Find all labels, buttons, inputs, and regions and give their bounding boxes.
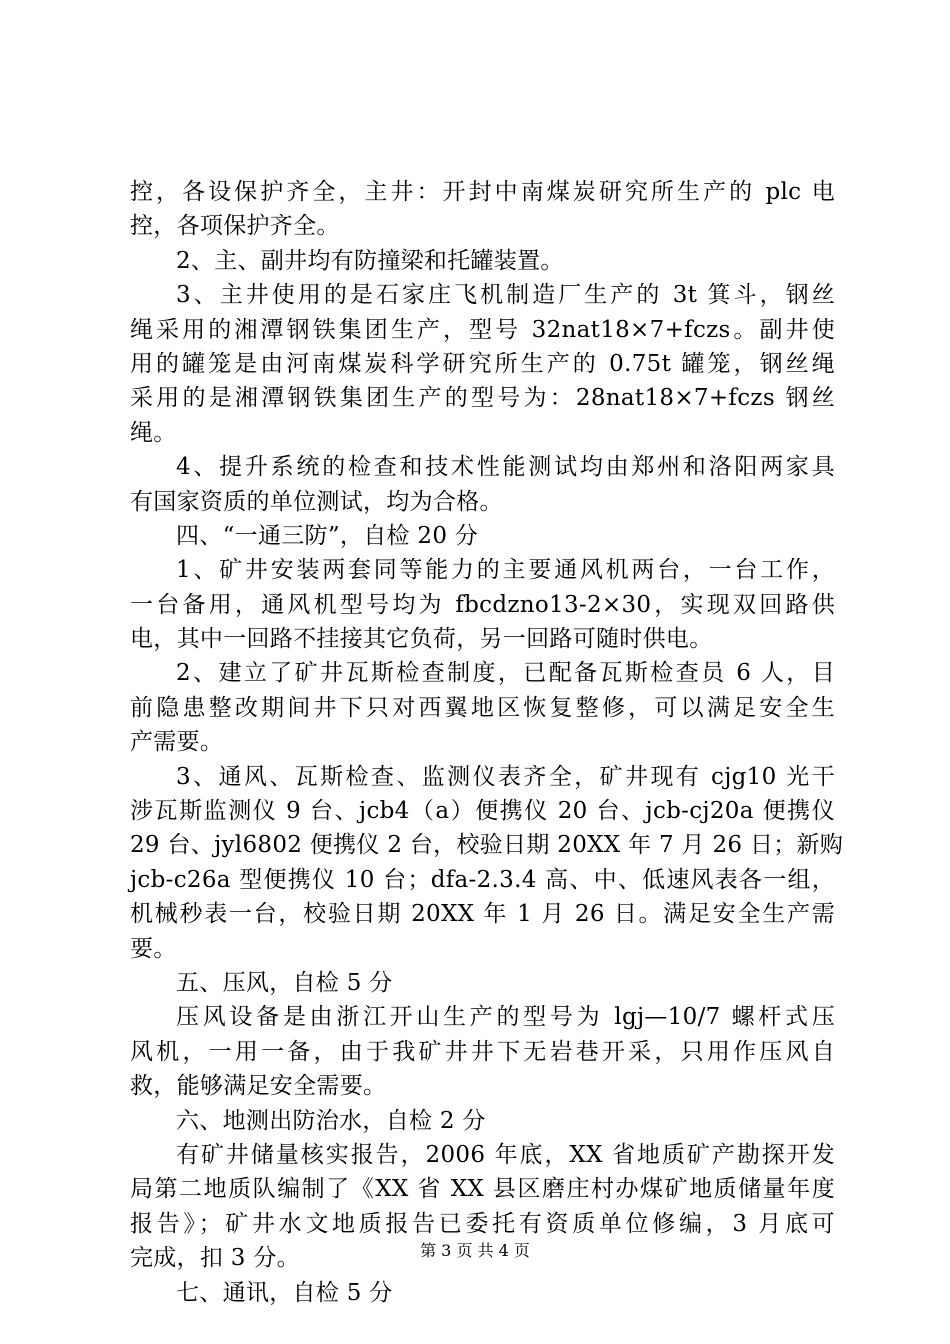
text-line: 控，各项保护齐全。	[130, 213, 340, 240]
text-line: 绳。	[130, 419, 177, 446]
text-line: 有矿井储量核实报告，2006 年底，XX 省地质矿产勘探开发	[176, 1141, 835, 1168]
text-line: 完成，扣 3 分。	[130, 1245, 300, 1272]
text-line: 电，其中一回路不挂接其它负荷，另一回路可随时供电。	[130, 626, 713, 653]
text-line: 1、矿井安装两套同等能力的主要通风机两台，一台工作，	[176, 557, 835, 584]
text-line: 4、提升系统的检查和技术性能测试均由郑州和洛阳两家具	[176, 454, 835, 481]
document-body	[130, 175, 844, 1310]
text-line: 压风设备是由浙江开山生产的型号为 lgj—10/7 螺杆式压	[176, 1004, 835, 1031]
text-line: 涉瓦斯监测仪 9 台、jcb4（a）便携仪 20 台、jcb-cj20a 便携仪	[130, 798, 835, 825]
page-number: 第 3 页 共 4 页	[420, 1241, 530, 1260]
text-line: 控，各设保护齐全，主井：开封中南煤炭研究所生产的 plc 电	[130, 179, 835, 205]
section-heading: 七、通讯，自检 5 分	[176, 1279, 393, 1306]
text-line: 绳采用的湘潭钢铁集团生产，型号 32nat18×7+fczs。副井使	[130, 316, 835, 343]
text-line: 机械秒表一台，校验日期 20XX 年 1 月 26 日。满足安全生产需	[130, 901, 835, 928]
text-line: 2、建立了矿井瓦斯检查制度，已配备瓦斯检查员 6 人，目	[176, 660, 835, 687]
text-line: jcb-c26a 型便携仪 10 台；dfa-2.3.4 高、中、低速风表各一组，	[130, 866, 835, 893]
text-line: 3、主井使用的是石家庄飞机制造厂生产的 3t 箕斗，钢丝	[176, 282, 835, 309]
text-line: 风机，一用一备，由于我矿井井下无岩巷开采，只用作压风自	[130, 1038, 835, 1065]
text-line: 3、通风、瓦斯检查、监测仪表齐全，矿井现有 cjg10 光干	[176, 763, 835, 790]
text-line: 要。	[130, 935, 177, 962]
text-line: 29 台、jyl6802 便携仪 2 台，校验日期 20XX 年 7 月 26 日；新购	[130, 832, 844, 859]
text-line: 用的罐笼是由河南煤炭科学研究所生产的 0.75t 罐笼，钢丝绳	[130, 350, 835, 377]
section-heading: 四、“一通三防”，自检 20 分	[176, 522, 479, 549]
text-line: 报告》；矿井水文地质报告已委托有资质单位修编，3 月底可	[130, 1210, 835, 1237]
text-line: 有国家资质的单位测试，均为合格。	[130, 488, 503, 515]
text-line: 救，能够满足安全需要。	[130, 1073, 387, 1100]
text-line: 采用的是湘潭钢铁集团生产的型号为：28nat18×7+fczs 钢丝	[130, 385, 835, 412]
section-heading: 五、压风，自检 5 分	[176, 969, 393, 996]
text-line: 前隐患整改期间井下只对西翼地区恢复整修，可以满足安全生	[130, 694, 835, 721]
text-line: 产需要。	[130, 729, 224, 756]
text-line: 一台备用，通风机型号均为 fbcdzno13-2×30，实现双回路供	[130, 591, 835, 618]
text-line: 2、主、副井均有防撞梁和托罐装置。	[176, 247, 564, 274]
text-line: 局第二地质队编制了《XX 省 XX 县区磨庄村办煤矿地质储量年度	[130, 1176, 835, 1203]
section-heading: 六、地测出防治水，自检 2 分	[176, 1107, 486, 1134]
